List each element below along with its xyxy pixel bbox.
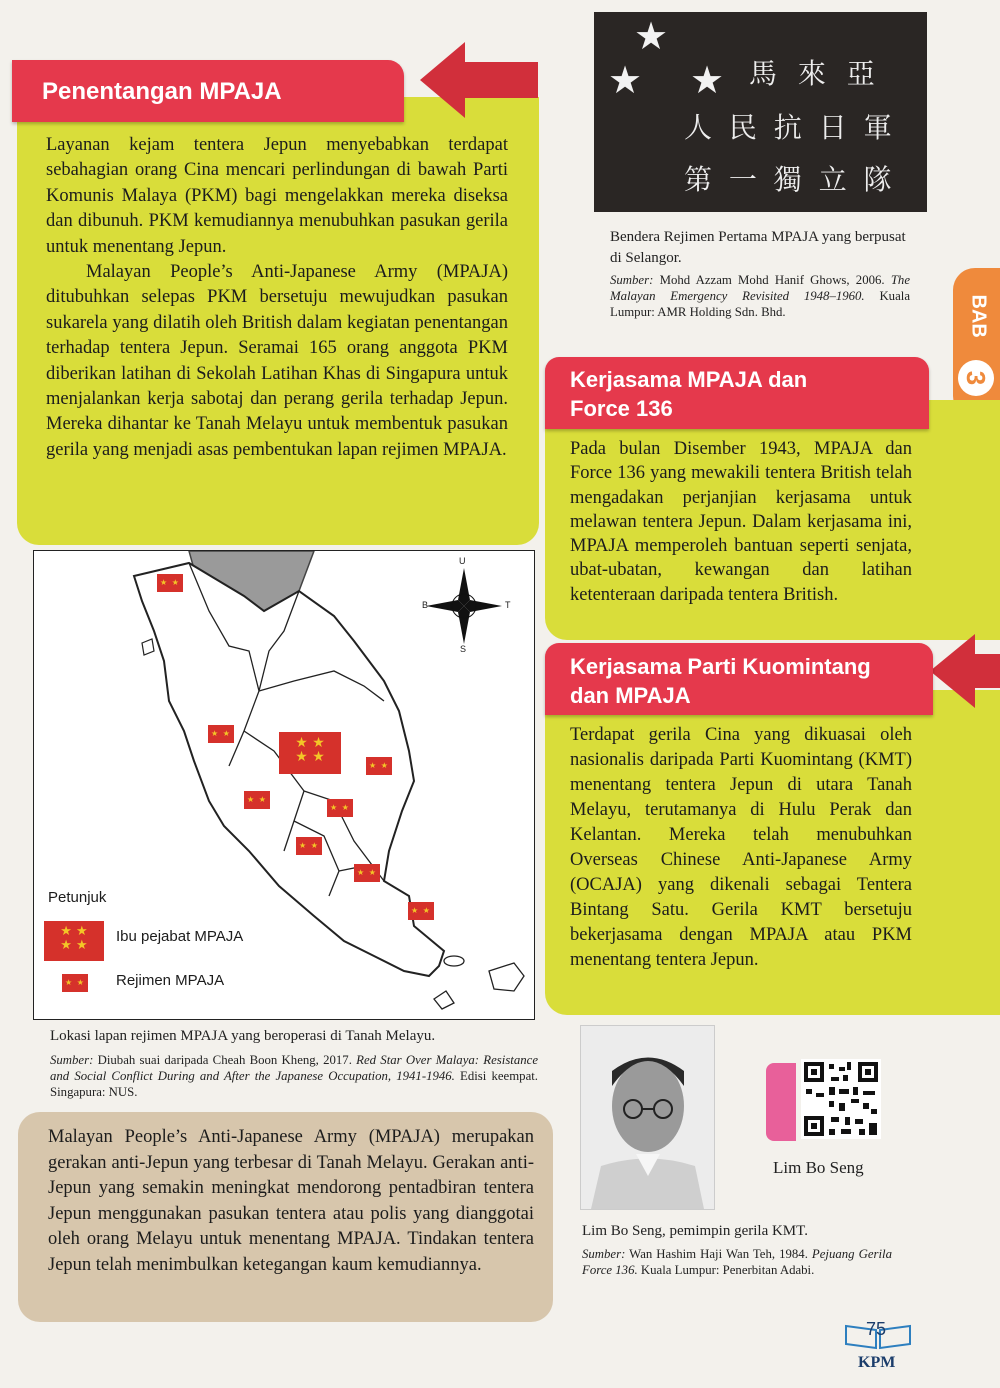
section3-title: Kerjasama Parti Kuomintang dan MPAJA: [545, 643, 933, 715]
chapter-number: 3: [958, 360, 994, 396]
regiment-flag-icon: [208, 725, 234, 743]
regiment-flag-icon: [408, 902, 434, 920]
note-body: Malayan People’s Anti-Japanese Army (MPAJA) merupakan gerakan anti-Jepun yang terbesar di Tanah Melayu. Gerakan anti-Jepun yang semakin meningkat mendorong pentadbiran tentera Jepun menggunakan pasukan tentera atau polis yang dianggotai oleh orang Melayu untuk menentang MPAJA. Tindakan tentera Jepun telah menimbulkan ketegangan kaum kemudiannya.: [48, 1127, 534, 1275]
flag-text-row2: 人 民 抗 日 軍: [684, 111, 896, 144]
legend-regiment-label: Rejimen MPAJA: [116, 972, 225, 989]
chapter-label: BAB: [967, 294, 990, 338]
legend-regiment-flag-icon: [62, 974, 88, 992]
portrait-person-icon: [581, 1026, 714, 1209]
star-icon: ★: [690, 58, 725, 102]
lim-bo-seng-portrait: [580, 1025, 715, 1210]
legend-hq-flag-icon: ★ ★ ★ ★: [44, 921, 104, 961]
legend-hq-label: Ibu pejabat MPAJA: [116, 928, 244, 945]
flag-source: Sumber: Mohd Azzam Mohd Hanif Ghows, 2006. The Malayan Emergency Revisited 1948–1960. Kuala Lumpur: AMR Holding Sdn. Bhd.: [610, 273, 911, 319]
hq-flag-icon: ★ ★ ★ ★: [279, 732, 341, 774]
left-arrow-icon: [930, 632, 1000, 710]
regiment-flag-icon: [244, 791, 270, 809]
flag-text-row3: 第 一 獨 立 隊: [684, 163, 896, 196]
page-number: 75: [866, 1319, 887, 1339]
section1-paragraph1: Layanan kejam tentera Jepun menyebabkan terdapat sebahagian orang Cina mencari perlindungan di bawah Parti Komunis Malaya (PKM) bagi mengelakkan mereka diseksa dan dibunuh. PKM kemudiannya menubuhkan pasukan gerila untuk menentang Jepun.: [46, 135, 508, 257]
qr-pattern-icon: [801, 1059, 881, 1139]
map-caption: Lokasi lapan rejimen MPAJA yang beroperasi di Tanah Melayu.: [50, 1028, 436, 1044]
compass-south-label: S: [460, 644, 467, 654]
regiment-flag-icon: [327, 799, 353, 817]
portrait-source: Sumber: Wan Hashim Haji Wan Teh, 1984. Pejuang Gerila Force 136. Kuala Lumpur: Penerbitan Adabi.: [582, 1247, 892, 1277]
section2-body: Pada bulan Disember 1943, MPAJA dan Force 136 yang mewakili tentera British telah mengadakan perjanjian kerjasama untuk melawan tentera Jepun. Dalam kerjasama ini, MPAJA memperoleh bantuan seperti senjata, ubat-ubatan, kewangan dan latihan ketenteraan daripada tentera British.: [570, 439, 912, 605]
flag-caption: Bendera Rejimen Pertama MPAJA yang berpusat di Selangor.: [610, 229, 906, 266]
map-drawing: [34, 551, 534, 1019]
compass-west-label: B: [422, 600, 429, 610]
left-arrow-icon: [420, 40, 540, 120]
star-icon: ★: [634, 14, 669, 58]
compass-north-label: U: [459, 556, 466, 566]
map-source: Sumber: Diubah suai daripada Cheah Boon Kheng, 2017. Red Star Over Malaya: Resistance and Social Conflict During and After the Japanese Occupation, 1941-1946. Edisi keempat. Singapura: NUS.: [50, 1053, 539, 1099]
regiment-flag-icon: [366, 757, 392, 775]
section2-title: Kerjasama MPAJA dan Force 136: [545, 357, 929, 429]
star-icon: ★: [608, 58, 643, 102]
compass-icon: [426, 568, 502, 644]
qr-label: Lim Bo Seng: [773, 1158, 864, 1177]
chapter-tab: [953, 268, 1000, 418]
compass-east-label: T: [505, 600, 511, 610]
flag-text-row1: 馬 來 亞: [749, 57, 881, 90]
portrait-caption: Lim Bo Seng, pemimpin gerila KMT.: [582, 1223, 808, 1239]
section1-title: Penentangan MPAJA: [12, 60, 404, 122]
regiment-flag-icon: [354, 864, 380, 882]
section1-paragraph2: Malayan People’s Anti-Japanese Army (MPAJA) ditubuhkan selepas PKM bersetuju mewujudkan pasukan sukarela yang dilatih oleh British dalam kegiatan penentangan terhadap tentera Jepun. Seramai 165 orang anggota PKM diberikan latihan di Sekolah Latihan Khas di Singapura untuk menjalankan kerja sabotaj dan perang gerila terhadap Jepun. Mereka dihantar ke Tanah Melayu untuk membentuk pasukan gerila yang menjadi asas pembentukan lapan rejimen MPAJA.: [46, 262, 508, 460]
qr-code[interactable]: [766, 1057, 881, 1147]
regiment-flag-icon: [296, 837, 322, 855]
malaya-map: [33, 550, 535, 1020]
section3-body: Terdapat gerila Cina yang dikuasai oleh nasionalis daripada Parti Kuomintang (KMT) menentang tentera Jepun di utara Tanah Melayu, terutamanya di Hulu Perak dan Kelantan. Mereka telah menubuhkan Overseas Chinese Anti-Japanese Army (OCAJA) yang dikenali sebagai Tentera Bintang Satu. Gerila KMT bersetuju bekerjasama dengan MPAJA atau PKM menentang tentera Jepun.: [570, 725, 912, 970]
mpaja-flag-photo: [594, 12, 927, 212]
qr-tag-icon: [766, 1063, 796, 1141]
legend-title: Petunjuk: [48, 889, 107, 906]
publisher-label: KPM: [858, 1354, 896, 1371]
regiment-flag-icon: [157, 574, 183, 592]
